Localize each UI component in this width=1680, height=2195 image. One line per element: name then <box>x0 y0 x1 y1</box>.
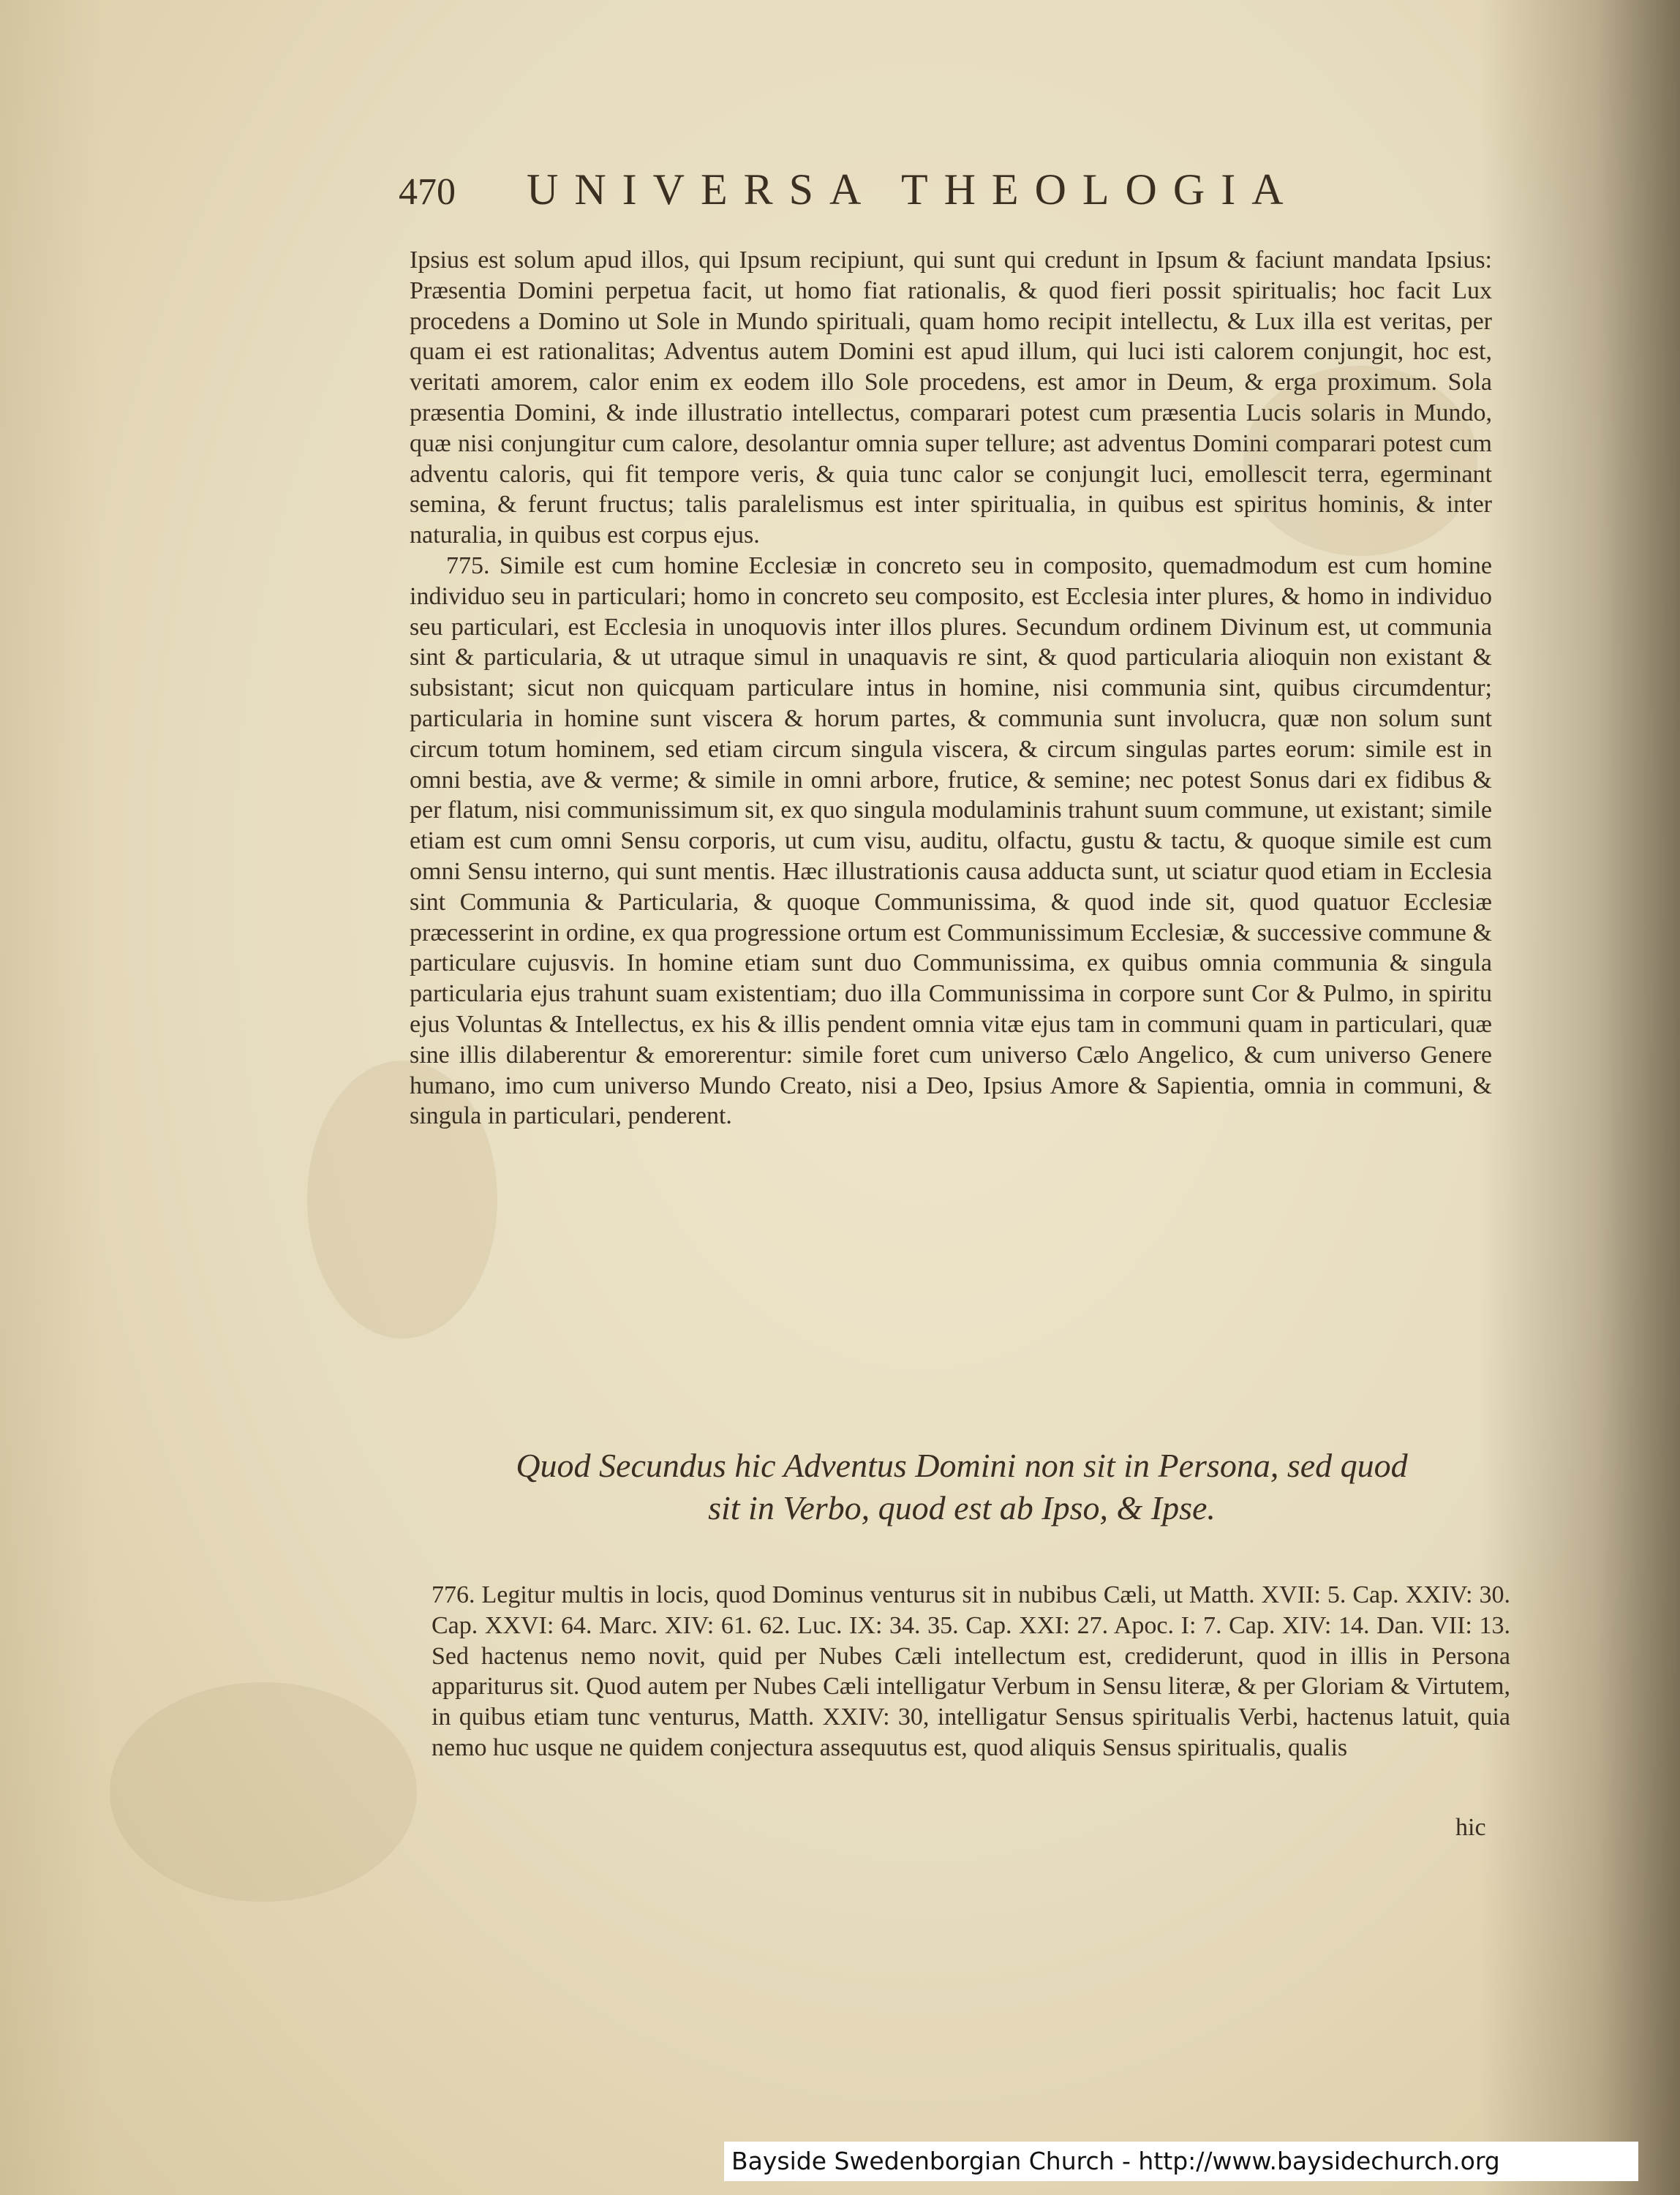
section-heading-line-1: Quod Secundus hic Adventus Domini non sit in Persona, sed quod <box>516 1447 1408 1484</box>
catchword: hic <box>1455 1814 1486 1841</box>
paragraph-continuation: Ipsius est solum apud illos, qui Ipsum recipiunt, qui sunt qui credunt in Ipsum & faciunt mandata Ipsius: Præsentia Domini perpetua facit, ut homo fiat rationalis, & quod fieri possit spiritualis; hoc facit Lux procedens a Domino ut Sole in Mundo spirituali, quam homo recipit intellectu, & Lux illa est veritas, per quam ei est rationalitas; Adventus autem Domini est apud illum, qui luci isti calorem conjungit, hoc est, veritati amorem, calor enim ex eodem illo Sole procedens, est amor in Deum, & erga proximum. Sola præsentia Domini, & inde illustratio intellectus, comparari potest cum præsentia Lucis solaris in Mundo, quæ nisi conjungitur cum calore, desolantur omnia super tellure; ast adventus Domini comparari potest cum adventu caloris, qui fit tempore veris, & quia tunc calor se conjungit luci, emollescit terra, egerminant semina, & ferunt fructus; talis paralelismus est inter spiritualia, in quibus est spiritus hominis, & inter naturalia, in quibus est corpus ejus. <box>410 246 1492 549</box>
paper-stain <box>110 1682 417 1902</box>
watermark-banner: Bayside Swedenborgian Church - http://www.baysidechurch.org <box>724 2142 1638 2181</box>
section-heading <box>410 1445 1514 1529</box>
body-text <box>410 245 1492 1132</box>
page-number: 470 <box>399 171 456 213</box>
page-header <box>399 157 1496 216</box>
paragraph-775: 775. Simile est cum homine Ecclesiæ in concreto seu in composito, quemadmodum est cum homine individuo seu in particulari; homo in concreto seu composito, est Ecclesia inter plures, & homo in individuo seu particulari, est Ecclesia in unoquovis inter illos plures. Secundum ordinem Divinum est, ut communia sint & particularia, & ut utraque simul in unaquavis re sint, & quod particularia alioquin non existant & subsistant; sicut non quicquam particulare intus in homine, nisi communia sint, quibus circumdentur; particularia in homine sunt viscera & horum partes, & communia sunt involucra, quæ non solum sunt circum totum hominem, sed etiam circum singula viscera, & circum singulas partes eorum: simile est in omni bestia, ave & verme; & simile in omni arbore, frutice, & semine; nec potest Sonus dari ex fidibus & per flatum, nisi communissimum sit, ex quo singula modulaminis trahunt suum commune, ut existant; simile etiam est cum omni Sensu corporis, ut cum visu, auditu, olfactu, gustu & tactu, & quoque simile est cum omni Sensu interno, qui sunt mentis. Hæc illustrationis causa adducta sunt, ut sciatur quod etiam in Ecclesia sint Communia & Particularia, & quoque Communissima, & quod inde sit, quod quatuor Ecclesiæ præcesserint in ordine, ex qua progressione ortum est Communissimum Ecclesiæ, & successive commune & particulare cujusvis. In homine etiam sunt duo Communissima, ex quibus omnia communia & singula particularia ejus trahunt suam existentiam; duo illa Communissima in corpore sunt Cor & Pulmo, in spiritu ejus Voluntas & Intellectus, ex his & illis pendent omnia vitæ ejus tam in communi quam in particulari, quæ sine illis dilaberentur & emorerentur: simile foret cum universo Cælo Angelico, & cum universo Genere humano, imo cum universo Mundo Creato, nisi a Deo, Ipsius Amore & Sapientia, omnia in communi, & singula in particulari, penderent. <box>410 551 1492 1130</box>
paragraph-776: 776. Legitur multis in locis, quod Dominus venturus sit in nubibus Cæli, ut Matth. XVII: 5. Cap. XXIV: 30. Cap. XXVI: 64. Marc. XIV: 61. 62. Luc. IX: 34. 35. Cap. XXI: 27. Apoc. I: 7. Cap. XIV: 14. Dan. VII: 13. Sed hactenus nemo novit, quid per Nubes Cæli intellectum est, crediderunt, quod in illis in Persona appariturus sit. Quod autem per Nubes Cæli intelligatur Verbum in Sensu literæ, & per Gloriam & Virtutem, in quibus etiam tunc venturus, Matth. XXIV: 30, intelligatur Sensus spiritualis Verbi, hactenus latuit, quia nemo huc usque ne quidem conjectura assequutus est, quod aliquis Sensus spiritualis, qualis <box>432 1581 1510 1761</box>
section-heading-line-2: sit in Verbo, quod est ab Ipso, & Ipse. <box>708 1489 1216 1526</box>
running-title: UNIVERSA THEOLOGIA <box>527 165 1300 214</box>
